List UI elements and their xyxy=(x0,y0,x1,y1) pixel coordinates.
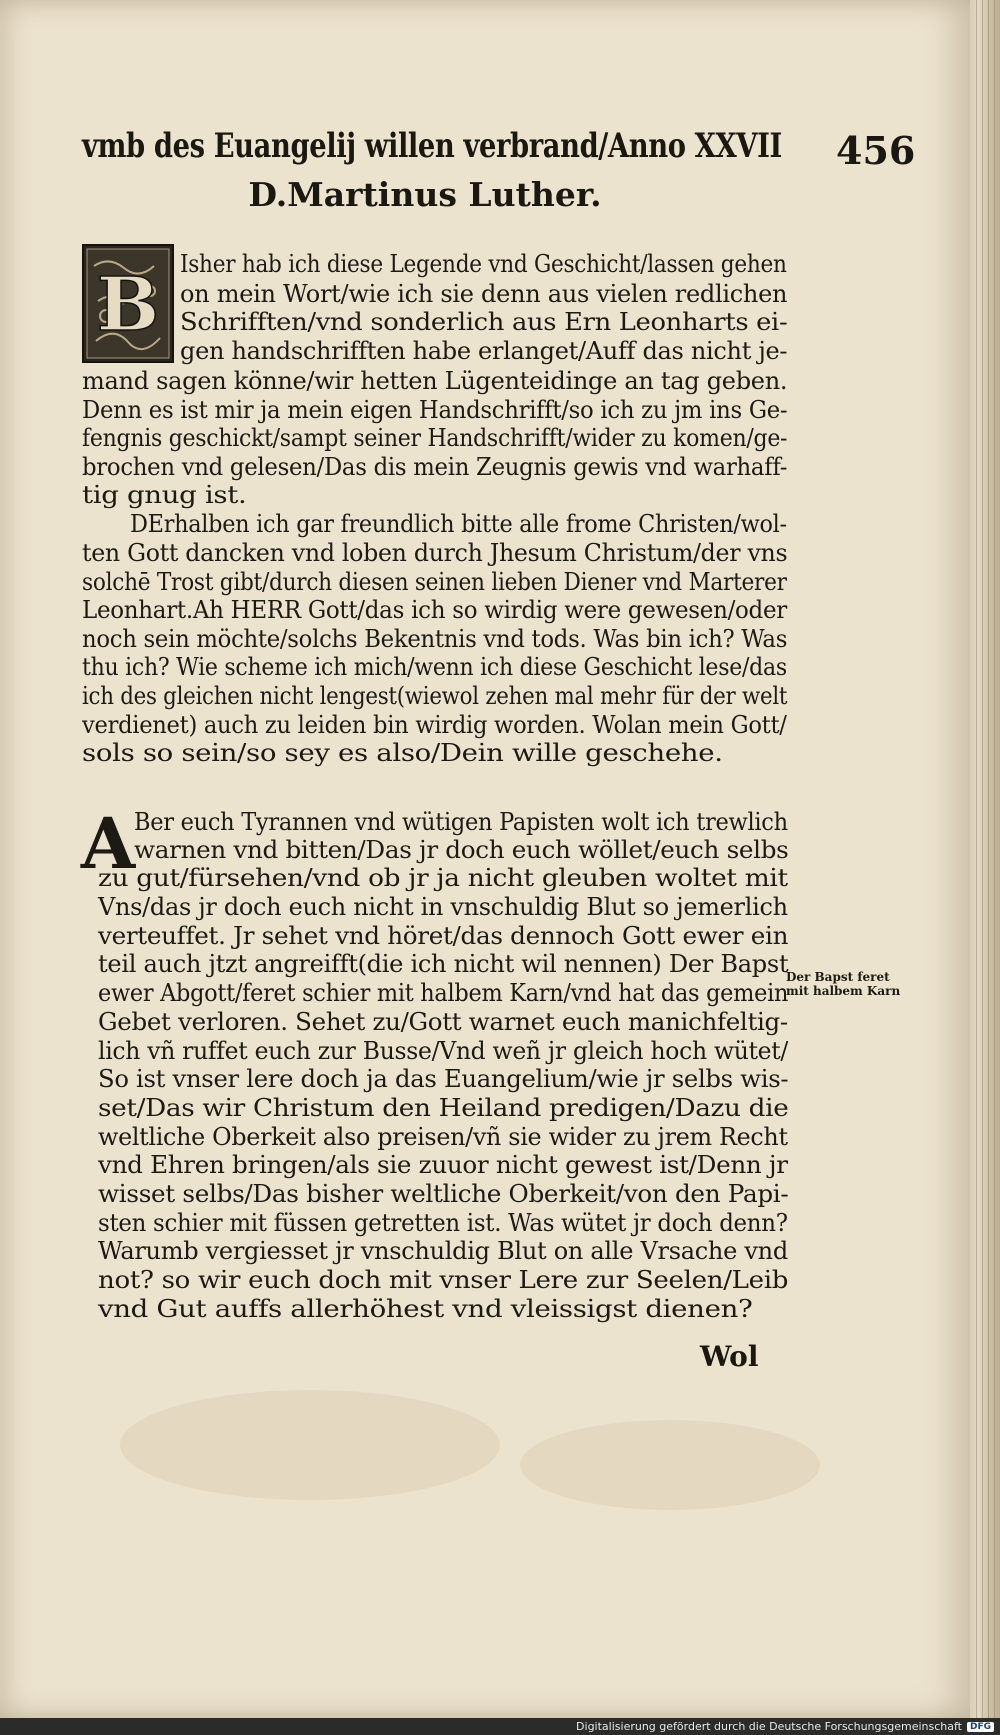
text-line: gen handschrifften habe erlanget/Auff das nicht je- xyxy=(180,337,788,365)
text-line: vnd Ehren bringen/als sie zuuor nicht gewest ist/Denn jr xyxy=(98,1151,788,1180)
footer-text: Digitalisierung gefördert durch die Deutsche Forschungsgemeinschaft xyxy=(576,1720,962,1733)
text-line: lich vñ ruffet euch zur Busse/Vnd weñ jr gleich hoch wütet/ xyxy=(98,1036,789,1065)
text-line: not? so wir euch doch mit vnser Lere zur Seelen/Leib xyxy=(98,1266,789,1295)
text-line: sols so sein/so sey es also/Dein wille geschehe. xyxy=(82,739,723,768)
catchword: Wol xyxy=(700,1340,759,1373)
dfg-logo: DFG xyxy=(967,1722,994,1732)
text-line: vnd Gut auffs allerhöhest vnd vleissigst dienen? xyxy=(98,1294,753,1323)
text-line: fengnis geschickt/sampt seiner Handschrifft/wider zu komen/ge- xyxy=(82,424,788,452)
text-line: set/Das wir Christum den Heiland predigen/Dazu die xyxy=(98,1093,789,1122)
text-line: verteuffet. Jr sehet vnd höret/das dennoch Gott ewer ein xyxy=(98,921,789,950)
text-line: ich des gleichen nicht lengest(wiewol zehen mal mehr für der welt xyxy=(82,682,788,710)
decorated-initial xyxy=(82,244,174,363)
marginal-note-line: Der Bapst feret xyxy=(786,970,890,984)
marginal-note-line: mit halbem Karn xyxy=(786,984,901,998)
paper-stain xyxy=(120,1390,500,1500)
text-line: teil auch jtzt angreifft(die ich nicht wil nennen) Der Bapst xyxy=(98,950,789,979)
text-line: Leonhart.Ah HERR Gott/das ich so wirdig were gewesen/oder xyxy=(82,596,787,625)
text-line: Isher hab ich diese Legende vnd Geschicht/lassen gehen xyxy=(180,250,787,278)
svg-text:A: A xyxy=(80,802,136,885)
running-title: vmb des Euangelij willen verbrand/Anno XXVII xyxy=(82,126,782,166)
text-line: thu ich? Wie scheme ich mich/wenn ich diese Geschicht lese/das xyxy=(82,653,787,682)
text-line: Ber euch Tyrannen vnd wütigen Papisten wolt ich trewlich xyxy=(134,808,788,836)
page-subtitle: D.Martinus Luther. xyxy=(248,175,602,214)
ornament-icon xyxy=(84,246,172,361)
text-line: Schrifften/vnd sonderlich aus Ern Leonharts ei- xyxy=(180,308,788,336)
text-line: sten schier mit füssen getretten ist. Was wütet jr doch denn? xyxy=(98,1208,788,1237)
text-line: wisset selbs/Das bisher weltliche Oberkeit/von den Papi- xyxy=(98,1180,789,1208)
text-line: Gebet verloren. Sehet zu/Gott warnet euch manichfeltig- xyxy=(98,1007,788,1036)
text-line: Warumb vergiesset jr vnschuldig Blut on alle Vrsache vnd xyxy=(98,1237,788,1266)
text-line: brochen vnd gelesen/Das dis mein Zeugnis gewis vnd warhaff- xyxy=(82,452,788,481)
initial-letter: B xyxy=(96,262,160,348)
text-line: on mein Wort/wie ich sie denn aus vielen redlichen xyxy=(180,280,788,308)
text-line: weltliche Oberkeit also preisen/vñ sie wider zu jrem Recht xyxy=(98,1122,788,1151)
text-line: tig gnug ist. xyxy=(82,481,247,509)
digitization-footer xyxy=(0,1718,1000,1735)
text-line: ten Gott dancken vnd loben durch Jhesum Christum/der vns xyxy=(82,539,788,567)
page-edge xyxy=(970,0,1000,1718)
text-line: So ist vnser lere doch ja das Euangelium/wie jr selbs wis- xyxy=(98,1065,789,1094)
text-line: zu gut/fürsehen/vnd ob jr ja nicht gleuben woltet mit xyxy=(98,864,788,892)
text-line: mand sagen könne/wir hetten Lügenteidinge an tag geben. xyxy=(82,367,788,395)
text-line: verdienet) auch zu leiden bin wirdig worden. Wolan mein Gott/ xyxy=(82,710,787,739)
text-line: noch sein möchte/solchs Bekentnis vnd tods. Was bin ich? Was xyxy=(82,624,788,653)
text-line: Vns/das jr doch euch nicht in vnschuldig Blut so jemerlich xyxy=(98,893,788,921)
text-line: ewer Abgott/feret schier mit halbem Karn/vnd hat das gemein xyxy=(98,979,789,1008)
folio-number: 456 xyxy=(836,128,916,173)
text-line: DErhalben ich gar freundlich bitte alle frome Christen/wol- xyxy=(130,510,787,538)
text-line: Denn es ist mir ja mein eigen Handschrifft/so ich zu jm ins Ge- xyxy=(82,395,788,424)
text-line: warnen vnd bitten/Das jr doch euch wöllet/euch selbs xyxy=(134,836,789,864)
text-line: solchē Trost gibt/durch diesen seinen lieben Diener vnd Marterer xyxy=(82,567,787,596)
paper-stain xyxy=(520,1420,820,1510)
